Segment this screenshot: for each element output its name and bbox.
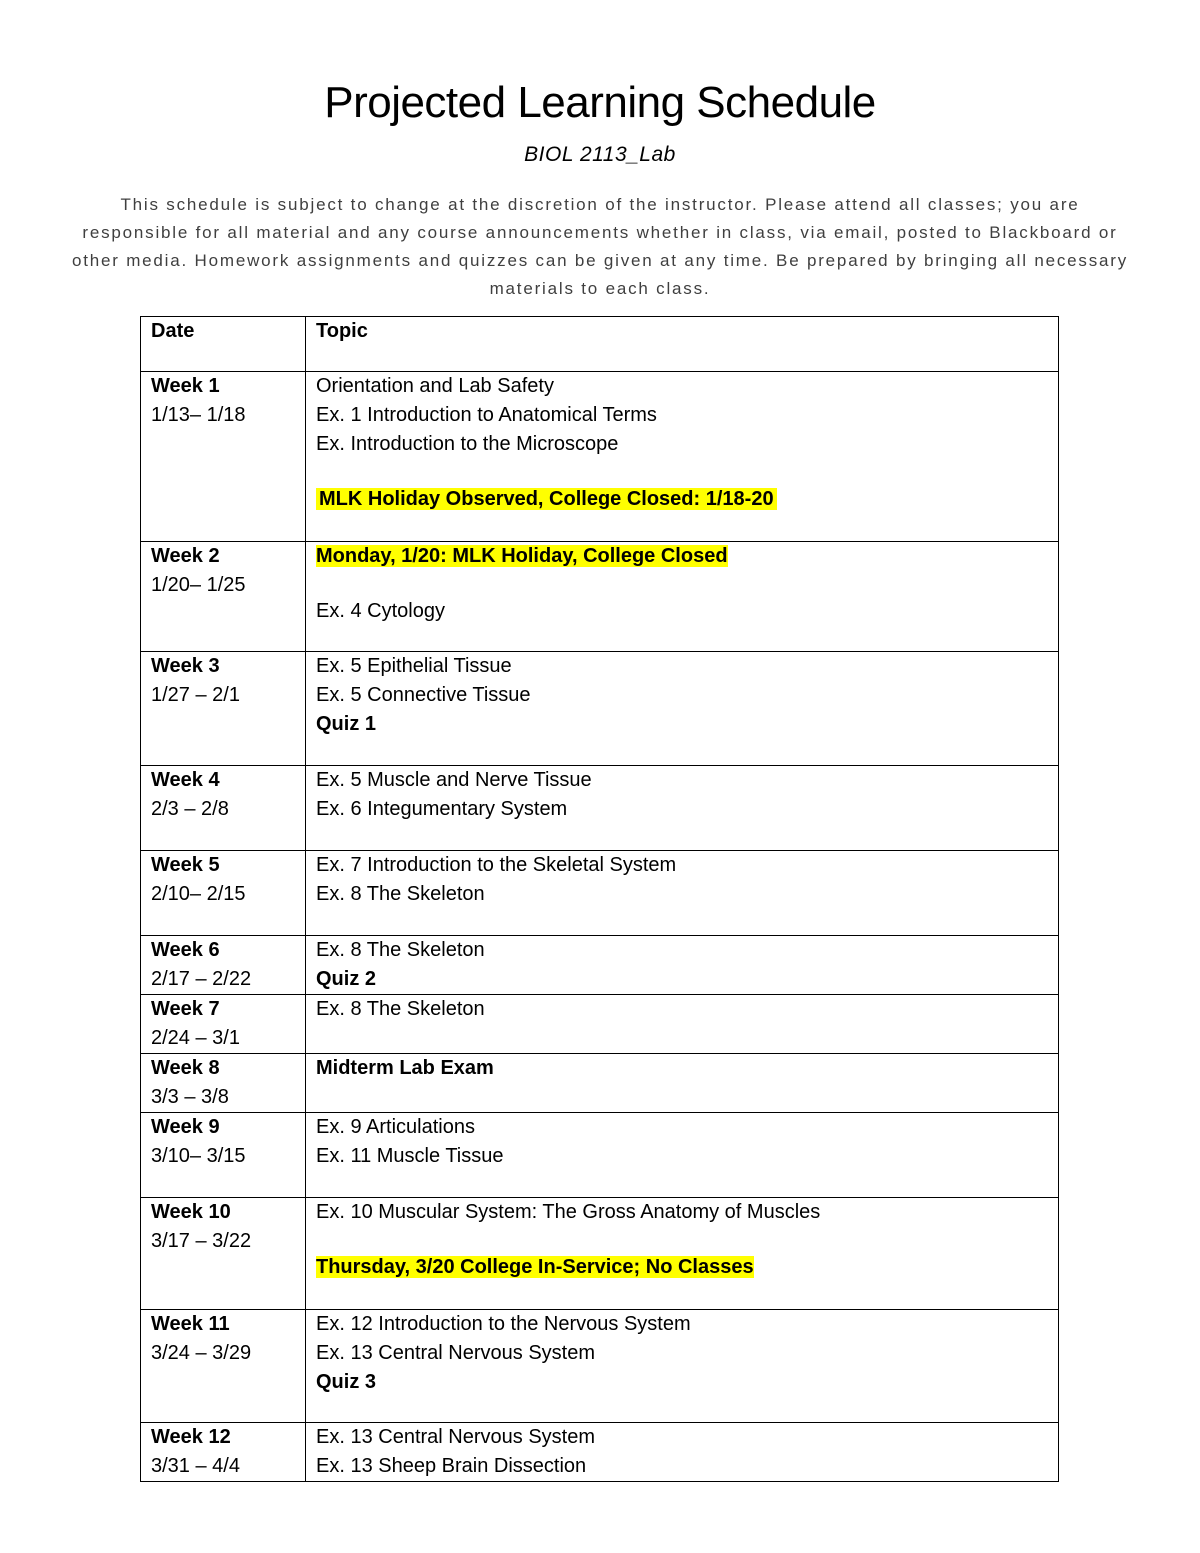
topic-cell [306, 652, 1059, 766]
week-dates: 2/3 – 2/8 [151, 798, 229, 820]
topic-item: Ex. 7 Introduction to the Skeletal System [316, 854, 677, 876]
exam-label: Midterm Lab Exam [316, 1057, 494, 1079]
week-label: Week 11 [151, 1313, 230, 1335]
quiz-label: Quiz 3 [316, 1371, 377, 1393]
topic-cell [306, 995, 1059, 1054]
topic-item: Ex. 4 Cytology [316, 600, 445, 622]
holiday-notice: Monday, 1/20: MLK Holiday, College Closed [316, 545, 728, 567]
quiz-label: Quiz 1 [316, 713, 377, 735]
week-dates: 1/27 – 2/1 [151, 684, 240, 706]
topic-cell [306, 1113, 1059, 1198]
holiday-notice: Thursday, 3/20 College In-Service; No Classes [316, 1256, 754, 1278]
date-cell [141, 372, 306, 542]
week-dates: 2/24 – 3/1 [151, 1027, 240, 1049]
date-cell [141, 1113, 306, 1198]
date-cell [141, 936, 306, 995]
topic-item: Ex. 13 Sheep Brain Dissection [316, 1455, 587, 1477]
table-row [141, 1423, 1059, 1482]
date-cell [141, 766, 306, 851]
topic-item: Ex. 10 Muscular System: The Gross Anatomy of Muscles [316, 1201, 821, 1223]
table-row [141, 936, 1059, 995]
topic-cell [306, 372, 1059, 542]
week-label: Week 3 [151, 655, 220, 677]
topic-item: Ex. 13 Central Nervous System [316, 1426, 595, 1448]
week-label: Week 5 [151, 854, 220, 876]
topic-cell [306, 1310, 1059, 1423]
topic-item: Ex. 6 Integumentary System [316, 798, 568, 820]
topic-item: Orientation and Lab Safety [316, 375, 554, 397]
week-label: Week 7 [151, 998, 220, 1020]
topic-item: Ex. 8 The Skeleton [316, 998, 485, 1020]
topic-item: Ex. 5 Epithelial Tissue [316, 655, 512, 677]
topic-item: Ex. 8 The Skeleton [316, 939, 485, 961]
topic-item: Ex. 5 Muscle and Nerve Tissue [316, 769, 592, 791]
date-cell [141, 542, 306, 652]
holiday-notice: MLK Holiday Observed, College Closed: 1/18-20 [316, 488, 777, 510]
week-label: Week 8 [151, 1057, 220, 1079]
date-cell [141, 652, 306, 766]
table-row [141, 652, 1059, 766]
week-dates: 2/17 – 2/22 [151, 968, 252, 990]
week-label: Week 9 [151, 1116, 220, 1138]
week-dates: 3/17 – 3/22 [151, 1230, 252, 1252]
topic-item: Ex. 9 Articulations [316, 1116, 475, 1138]
week-dates: 3/3 – 3/8 [151, 1086, 229, 1108]
topic-column-header: Topic [306, 317, 1059, 372]
topic-cell [306, 1054, 1059, 1113]
topic-cell [306, 542, 1059, 652]
table-row [141, 1310, 1059, 1423]
topic-item: Ex. Introduction to the Microscope [316, 433, 619, 455]
course-subtitle: BIOL 2113_Lab [524, 143, 676, 166]
week-label: Week 4 [151, 769, 220, 791]
topic-cell [306, 936, 1059, 995]
topic-item: Ex. 13 Central Nervous System [316, 1342, 595, 1364]
intro-paragraph: This schedule is subject to change at the discretion of the instructor. Please attend all classes; you are responsible for all material and any course announcements whether in class, via email, posted to Blackboard or other media. Homework assignments and quizzes can be given at any time. Be prepared by bringing all necessary materials to each class. [71, 195, 1129, 298]
date-cell [141, 1198, 306, 1310]
week-label: Week 12 [151, 1426, 231, 1448]
week-dates: 1/20– 1/25 [151, 574, 246, 596]
date-cell [141, 995, 306, 1054]
week-label: Week 2 [151, 545, 220, 567]
date-column-header: Date [141, 317, 306, 372]
topic-item: Ex. 12 Introduction to the Nervous System [316, 1313, 691, 1335]
quiz-label: Quiz 2 [316, 968, 377, 990]
page-title: Projected Learning Schedule [324, 78, 876, 127]
date-cell [141, 1054, 306, 1113]
table-row [141, 1198, 1059, 1310]
table-row [141, 1054, 1059, 1113]
week-label: Week 6 [151, 939, 220, 961]
topic-item: Ex. 1 Introduction to Anatomical Terms [316, 404, 657, 426]
topic-cell [306, 766, 1059, 851]
topic-item: Ex. 11 Muscle Tissue [316, 1145, 504, 1167]
week-dates: 1/13– 1/18 [151, 404, 246, 426]
table-row [141, 1113, 1059, 1198]
table-row [141, 766, 1059, 851]
week-label: Week 10 [151, 1201, 231, 1223]
table-row [141, 995, 1059, 1054]
table-header-row [141, 317, 1059, 372]
topic-cell [306, 1423, 1059, 1482]
week-dates: 3/10– 3/15 [151, 1145, 246, 1167]
table-row [141, 372, 1059, 542]
table-row [141, 851, 1059, 936]
date-cell [141, 1310, 306, 1423]
topic-cell [306, 1198, 1059, 1310]
date-cell [141, 851, 306, 936]
topic-item: Ex. 5 Connective Tissue [316, 684, 531, 706]
table-row [141, 542, 1059, 652]
week-dates: 2/10– 2/15 [151, 883, 246, 905]
week-dates: 3/24 – 3/29 [151, 1342, 252, 1364]
week-dates: 3/31 – 4/4 [151, 1455, 240, 1477]
week-label: Week 1 [151, 375, 220, 397]
topic-cell [306, 851, 1059, 936]
schedule-table [140, 316, 1059, 1482]
topic-item: Ex. 8 The Skeleton [316, 883, 485, 905]
date-cell [141, 1423, 306, 1482]
